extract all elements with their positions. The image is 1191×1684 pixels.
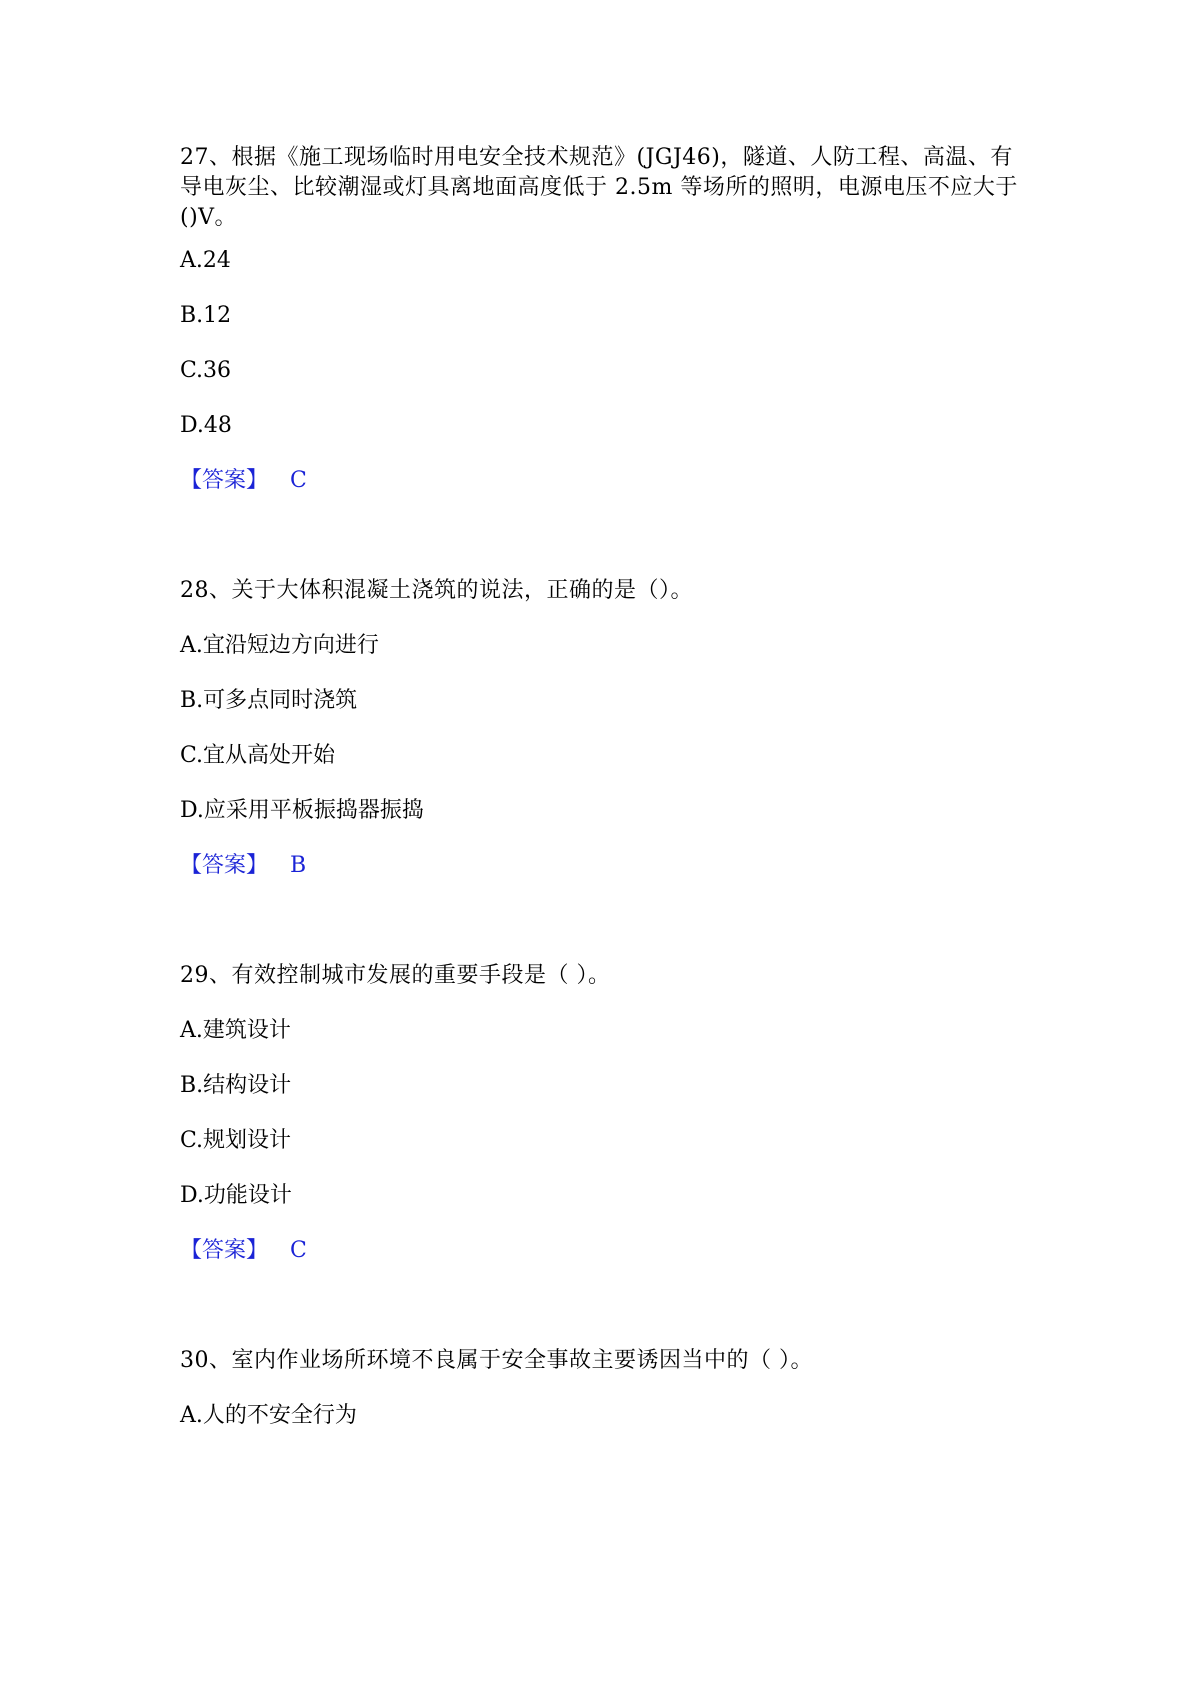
question-29-option-a: A.建筑设计 xyxy=(180,1018,291,1043)
answer-value: C xyxy=(290,468,307,493)
answer-label: 【答案】 xyxy=(180,1238,269,1263)
question-30-option-a: A.人的不安全行为 xyxy=(180,1403,357,1428)
question-28-answer xyxy=(180,851,306,881)
answer-label: 【答案】 xyxy=(180,468,269,493)
question-28-option-a: A.宜沿短边方向进行 xyxy=(180,633,379,658)
question-27-answer xyxy=(180,466,307,496)
question-29-option-d: D.功能设计 xyxy=(180,1183,292,1208)
question-27-option-c: C.36 xyxy=(180,358,232,383)
question-28-option-d: D.应采用平板振捣器振捣 xyxy=(180,798,424,823)
question-29-option-c: C.规划设计 xyxy=(180,1128,292,1153)
question-28-option-c: C.宜从高处开始 xyxy=(180,743,336,768)
question-30-stem: 30、室内作业场所环境不良属于安全事故主要诱因当中的（ ）。 xyxy=(180,1348,813,1373)
question-27-stem: 27、根据《施工现场临时用电安全技术规范》(JGJ46)，隧道、人防工程、高温、有导电灰尘、比较潮湿或灯具离地面高度低于 2.5m 等场所的照明，电源电压不应大于()V。 xyxy=(180,145,1018,230)
question-27-option-b: B.12 xyxy=(180,303,232,328)
question-29-answer xyxy=(180,1236,307,1266)
question-27-option-a: A.24 xyxy=(180,248,231,273)
question-28-option-b: B.可多点同时浇筑 xyxy=(180,688,358,713)
question-27-option-d: D.48 xyxy=(180,413,232,438)
question-29-stem: 29、有效控制城市发展的重要手段是（ ）。 xyxy=(180,963,611,988)
answer-value: B xyxy=(290,853,307,878)
answer-label: 【答案】 xyxy=(180,853,269,878)
question-29-option-b: B.结构设计 xyxy=(180,1073,292,1098)
answer-value: C xyxy=(290,1238,307,1263)
question-28-stem: 28、关于大体积混凝土浇筑的说法，正确的是（）。 xyxy=(180,578,693,603)
